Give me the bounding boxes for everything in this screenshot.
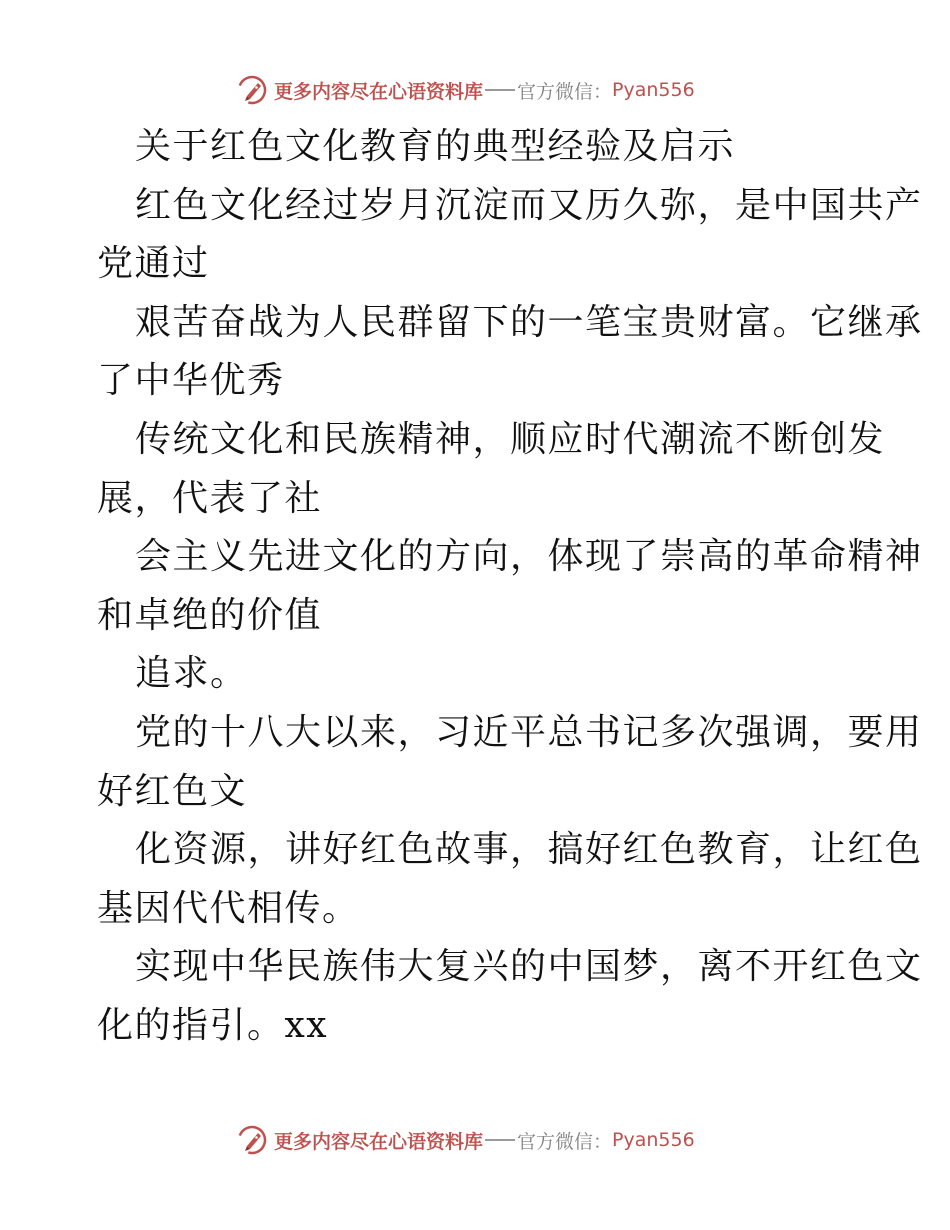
banner-wechat-label: 官方微信： bbox=[517, 80, 613, 103]
header-banner bbox=[236, 72, 695, 108]
banner-separator bbox=[485, 1139, 515, 1141]
banner-brand-text: 更多内容尽在心语资料库 bbox=[274, 80, 484, 103]
paragraph-line: 传统文化和民族精神，顺应时代潮流不断创发 bbox=[135, 418, 886, 460]
paragraph-line: 追求。 bbox=[135, 653, 248, 695]
paragraph-line: 红色文化经过岁月沉淀而又历久弥，是中国共产 bbox=[135, 184, 923, 226]
banner-separator bbox=[485, 89, 515, 91]
paragraph-line: 化资源，讲好红色故事，搞好红色教育，让红色 bbox=[135, 829, 923, 871]
paragraph-line: 化的指引。xx bbox=[97, 1004, 329, 1046]
banner-wechat-id: Pyan556 bbox=[612, 79, 695, 101]
document-title: 关于红色文化教育的典型经验及启示 bbox=[135, 126, 736, 167]
footer-banner bbox=[236, 1122, 695, 1158]
paragraph-line: 党通过 bbox=[97, 243, 210, 285]
paragraph-line: 展，代表了社 bbox=[97, 477, 323, 519]
banner-brand-text: 更多内容尽在心语资料库 bbox=[274, 1130, 484, 1153]
paragraph-line: 基因代代相传。 bbox=[97, 887, 360, 929]
banner-wechat-label: 官方微信： bbox=[517, 1130, 613, 1153]
paragraph-line: 会主义先进文化的方向，体现了崇高的革命精神 bbox=[135, 536, 923, 578]
paragraph-line: 艰苦奋战为人民群留下的一笔宝贵财富。它继承 bbox=[135, 301, 923, 343]
paragraph-line: 党的十八大以来，习近平总书记多次强调，要用 bbox=[135, 711, 923, 753]
banner-wechat-id: Pyan556 bbox=[612, 1129, 695, 1151]
paragraph-line: 和卓绝的价值 bbox=[97, 594, 323, 636]
pen-nib-logo-icon bbox=[236, 1124, 268, 1156]
paragraph-line: 好红色文 bbox=[97, 770, 248, 812]
pen-nib-logo-icon bbox=[236, 74, 268, 106]
paragraph-line: 了中华优秀 bbox=[97, 360, 285, 402]
document-body bbox=[97, 118, 923, 1056]
paragraph-line: 实现中华民族伟大复兴的中国梦，离不开红色文 bbox=[135, 946, 923, 988]
